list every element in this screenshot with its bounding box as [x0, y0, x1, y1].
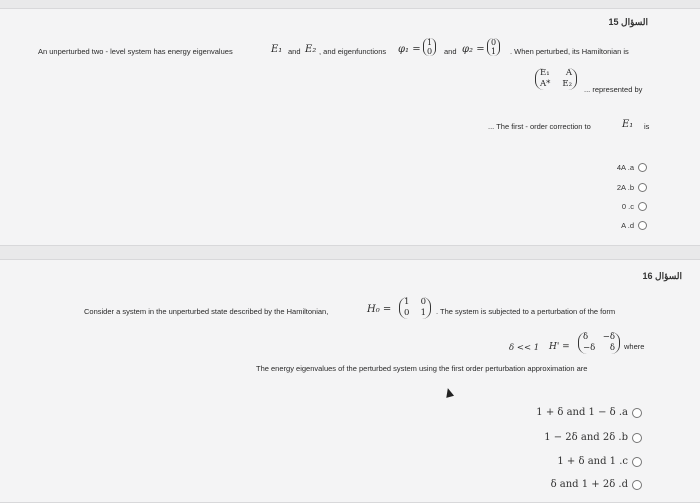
radio-icon[interactable]: [632, 433, 642, 443]
h0-matrix: 1 0 0 1: [399, 297, 431, 319]
delta-condition: δ << 1: [509, 343, 540, 353]
correction-text: ... The first - order correction to: [488, 122, 591, 131]
option-c-label: 0 .c: [621, 202, 634, 211]
option-d[interactable]: [621, 221, 647, 230]
question-text-b: . The system is subjected to a perturbation of the form: [436, 307, 616, 316]
option-c[interactable]: [557, 456, 642, 467]
hamiltonian-matrix: E₁ A A* E₂: [535, 68, 577, 90]
option-b-label: 2A .b: [616, 183, 634, 192]
option-a-label: 4A .a: [616, 163, 634, 172]
question-text-b: , and eigenfunctions: [319, 47, 387, 56]
radio-icon[interactable]: [632, 457, 642, 467]
question-number: 15 السؤال: [608, 17, 648, 27]
where-text: where: [624, 342, 645, 351]
and-text: and: [288, 47, 301, 56]
option-b[interactable]: [617, 183, 647, 192]
and-text-2: and: [444, 47, 457, 56]
phi2-vector: 0 1: [487, 38, 500, 56]
h0-symbol: H₀ =: [367, 304, 392, 315]
option-a[interactable]: [536, 407, 642, 418]
correction-is: is: [644, 122, 650, 131]
question-16-card: [0, 259, 700, 503]
option-b-label: 1 − 2δ and 2δ .b: [544, 432, 628, 443]
phi1-symbol: φ₁ =: [398, 44, 421, 55]
radio-icon[interactable]: [632, 480, 642, 490]
question-number: 16 السؤال: [642, 271, 682, 281]
option-b[interactable]: [544, 432, 642, 443]
question-text-c: . When perturbed, its Hamiltonian is: [510, 47, 629, 56]
question-text: An unperturbed two - level system has energy eigenvalues: [38, 47, 233, 56]
option-d-label: A .d: [621, 221, 634, 230]
h-prime-symbol: H' =: [549, 342, 570, 352]
radio-icon[interactable]: [638, 163, 647, 172]
phi1-vector: 1 0: [423, 38, 436, 56]
phi2-symbol: φ₂ =: [462, 44, 485, 55]
e2-symbol: E₂: [305, 44, 317, 55]
perturbation-matrix: δ −δ −δ δ: [578, 332, 620, 354]
represented-text: ... represented by: [584, 85, 643, 94]
question-15-card: [0, 8, 700, 246]
radio-icon[interactable]: [632, 408, 642, 418]
radio-icon[interactable]: [638, 183, 647, 192]
option-d-label: δ and 1 + 2δ .d: [550, 479, 628, 490]
question-text: Consider a system in the unperturbed state described by the Hamiltonian,: [84, 307, 329, 316]
e1-symbol-2: E₁: [622, 119, 634, 130]
option-a-label: 1 + δ and 1 − δ .a: [536, 407, 628, 418]
option-c-label: 1 + δ and 1 .c: [557, 456, 628, 467]
radio-icon[interactable]: [638, 221, 647, 230]
e1-symbol: E₁: [271, 44, 283, 55]
question-text-c: The energy eigenvalues of the perturbed system using the first order perturbation approximation are: [256, 364, 588, 373]
option-d[interactable]: [551, 479, 642, 490]
option-a[interactable]: [617, 163, 647, 172]
radio-icon[interactable]: [638, 202, 647, 211]
option-c[interactable]: [622, 202, 647, 211]
